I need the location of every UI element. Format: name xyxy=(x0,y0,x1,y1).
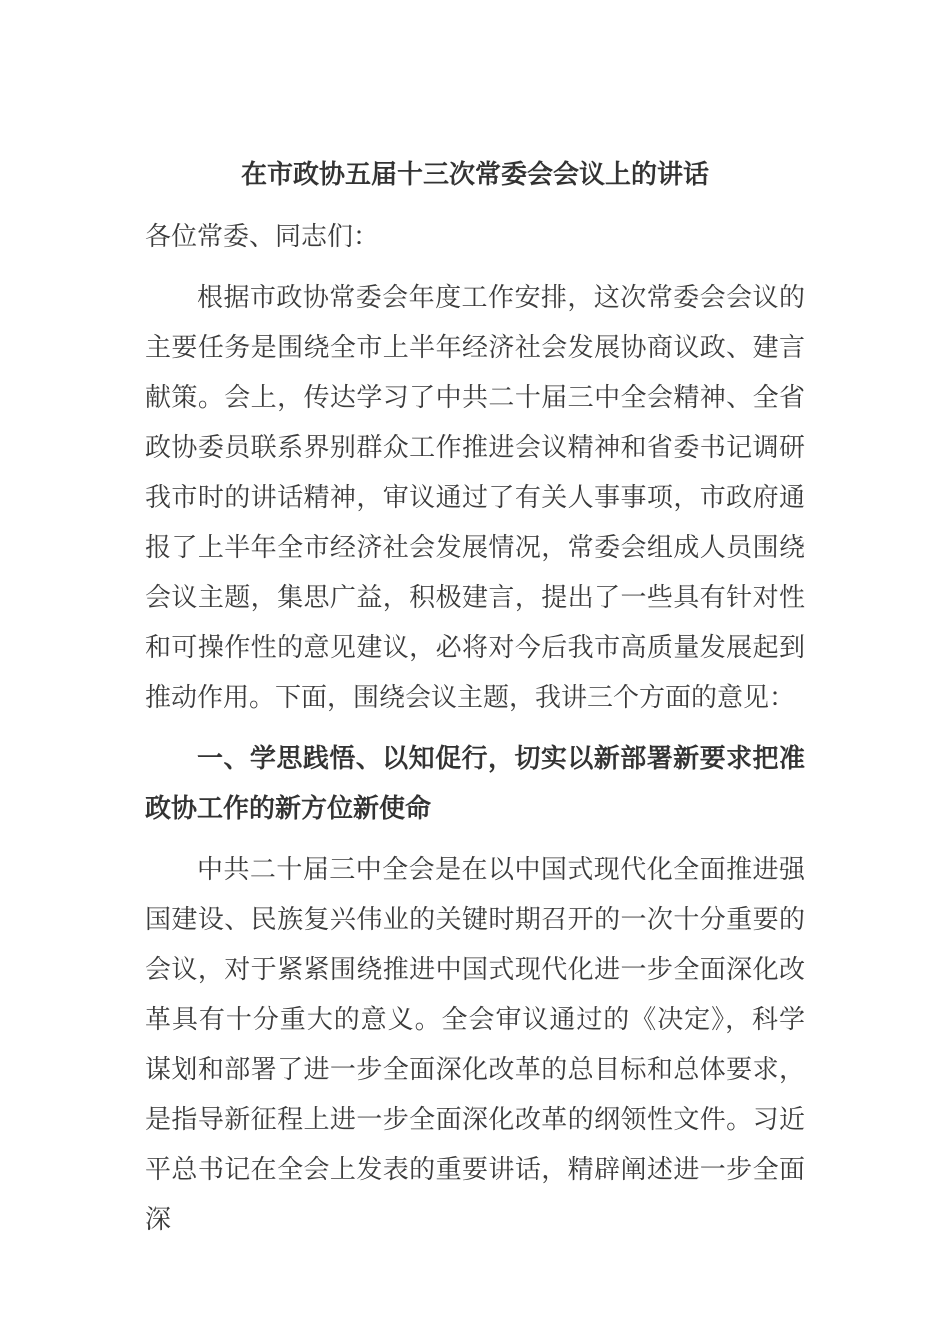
paragraph-intro: 根据市政协常委会年度工作安排，这次常委会会议的主要任务是围绕全市上半年经济社会发展协商议政、建言献策。会上，传达学习了中共二十届三中全会精神、全省政协委员联系界别群众工作推进会议精神和省委书记调研我市时的讲话精神，审议通过了有关人事事项，市政府通报了上半年全市经济社会发展情况，常委会组成人员围绕会议主题，集思广益，积极建言，提出了一些具有针对性和可操作性的意见建议，必将对今后我市高质量发展起到推动作用。下面，围绕会议主题，我讲三个方面的意见： xyxy=(145,283,805,713)
salutation: 各位常委、同志们： xyxy=(145,222,380,252)
document-title: 在市政协五届十三次常委会会议上的讲话 xyxy=(240,160,709,190)
paragraph-section-1: 中共二十届三中全会是在以中国式现代化全面推进强国建设、民族复兴伟业的关键时期召开的一次十分重要的会议，对于紧紧围绕推进中国式现代化进一步全面深化改革具有十分重大的意义。全会审议通过的《决定》，科学谋划和部署了进一步全面深化改革的总目标和总体要求，是指导新征程上进一步全面深化改革的纲领性文件。习近平总书记在全会上发表的重要讲话，精辟阐述进一步全面深 xyxy=(145,855,805,1235)
section-heading-1: 一、学思践悟、以知促行，切实以新部署新要求把准政协工作的新方位新使命 xyxy=(145,744,805,824)
